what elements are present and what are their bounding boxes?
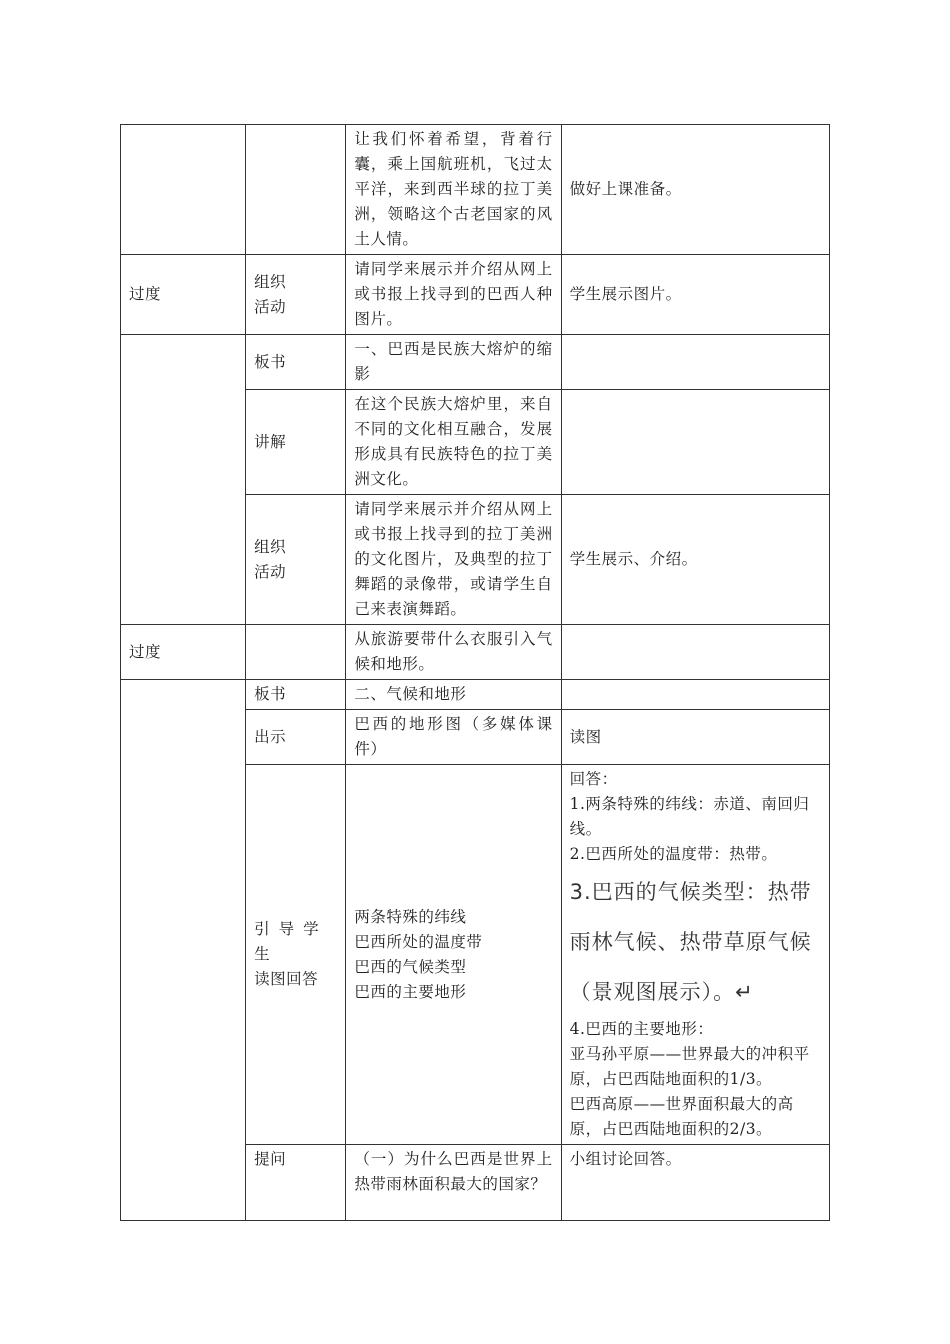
- answer-item: 4.巴西的主要地形：: [569, 1020, 714, 1038]
- teacher-activity-cell: 一、巴西是民族大熔炉的缩影: [346, 335, 561, 390]
- method-cell: [246, 765, 346, 1145]
- method-cell: [246, 255, 346, 335]
- student-activity-cell: 小组讨论回答。: [561, 1145, 829, 1221]
- method-cell: 讲解: [246, 390, 346, 495]
- question-item: 巴西所处的温度带: [354, 932, 483, 951]
- stage-cell: [121, 680, 246, 1221]
- method-cell: 提问: [246, 1145, 346, 1221]
- method-line: 组织: [254, 272, 287, 291]
- table-row: [121, 680, 830, 710]
- answer-item: 亚马孙平原——世界最大的冲积平原，占巴西陆地面积的1/3。: [569, 1045, 810, 1088]
- method-line: 组织: [254, 537, 287, 556]
- student-activity-cell: [561, 335, 829, 390]
- student-activity-cell: [561, 765, 829, 1145]
- student-activity-cell: [561, 390, 829, 495]
- method-line: 读图回答: [254, 970, 319, 988]
- method-cell: [246, 125, 346, 255]
- method-cell: [246, 495, 346, 625]
- method-cell: 出示: [246, 710, 346, 765]
- student-activity-cell: [561, 680, 829, 710]
- method-line: 引导学生: [254, 920, 328, 963]
- question-item: 巴西的气候类型: [354, 957, 467, 976]
- method-cell: 板书: [246, 680, 346, 710]
- method-cell: 板书: [246, 335, 346, 390]
- table-row: [121, 625, 830, 680]
- table-row: [121, 255, 830, 335]
- table-row: [121, 335, 830, 390]
- student-activity-cell: 学生展示、介绍。: [561, 495, 829, 625]
- question-item: 两条特殊的纬线: [354, 907, 467, 926]
- question-item: 巴西的主要地形: [354, 982, 467, 1001]
- teacher-activity-cell: 让我们怀着希望，背着行囊，乘上国航班机，飞过太平洋，来到西半球的拉丁美洲，领略这个古老国家的风土人情。: [346, 125, 561, 255]
- answer-item-large: 3.巴西的气候类型：热带雨林气候、热带草原气候（景观图展示）。↵: [569, 880, 812, 1004]
- answer-item: 2.巴西所处的温度带：热带。: [569, 845, 778, 863]
- student-activity-cell: [561, 625, 829, 680]
- teacher-activity-cell: 请同学来展示并介绍从网上或书报上找寻到的巴西人种图片。: [346, 255, 561, 335]
- teacher-activity-cell: 在这个民族大熔炉里，来自不同的文化相互融合，发展形成具有民族特色的拉丁美洲文化。: [346, 390, 561, 495]
- teacher-activity-cell: 巴西的地形图（多媒体课件）: [346, 710, 561, 765]
- teacher-activity-cell: 二、气候和地形: [346, 680, 561, 710]
- stage-cell: 过度: [121, 625, 246, 680]
- answer-item: 巴西高原——世界面积最大的高原，占巴西陆地面积的2/3。: [569, 1095, 794, 1138]
- method-line: 活动: [254, 297, 287, 316]
- teacher-activity-cell: 请同学来展示并介绍从网上或书报上找寻到的拉丁美洲的文化图片，及典型的拉丁舞蹈的录像带，或请学生自己来表演舞蹈。: [346, 495, 561, 625]
- student-activity-cell: 读图: [561, 710, 829, 765]
- table-row: [121, 125, 830, 255]
- teacher-activity-cell: 从旅游要带什么衣服引入气候和地形。: [346, 625, 561, 680]
- teacher-activity-cell: [346, 765, 561, 1145]
- answer-item: 1.两条特殊的纬线：赤道、南回归线。: [569, 795, 810, 838]
- stage-cell: 过度: [121, 255, 246, 335]
- method-line: 活动: [254, 562, 287, 581]
- stage-cell: [121, 125, 246, 255]
- stage-cell: [121, 335, 246, 625]
- student-activity-cell: 学生展示图片。: [561, 255, 829, 335]
- method-cell: [246, 625, 346, 680]
- student-activity-cell: 做好上课准备。: [561, 125, 829, 255]
- answer-heading: 回答：: [569, 770, 618, 788]
- teacher-activity-cell: （一）为什么巴西是世界上热带雨林面积最大的国家？: [346, 1145, 561, 1221]
- lesson-plan-table: [120, 124, 830, 1221]
